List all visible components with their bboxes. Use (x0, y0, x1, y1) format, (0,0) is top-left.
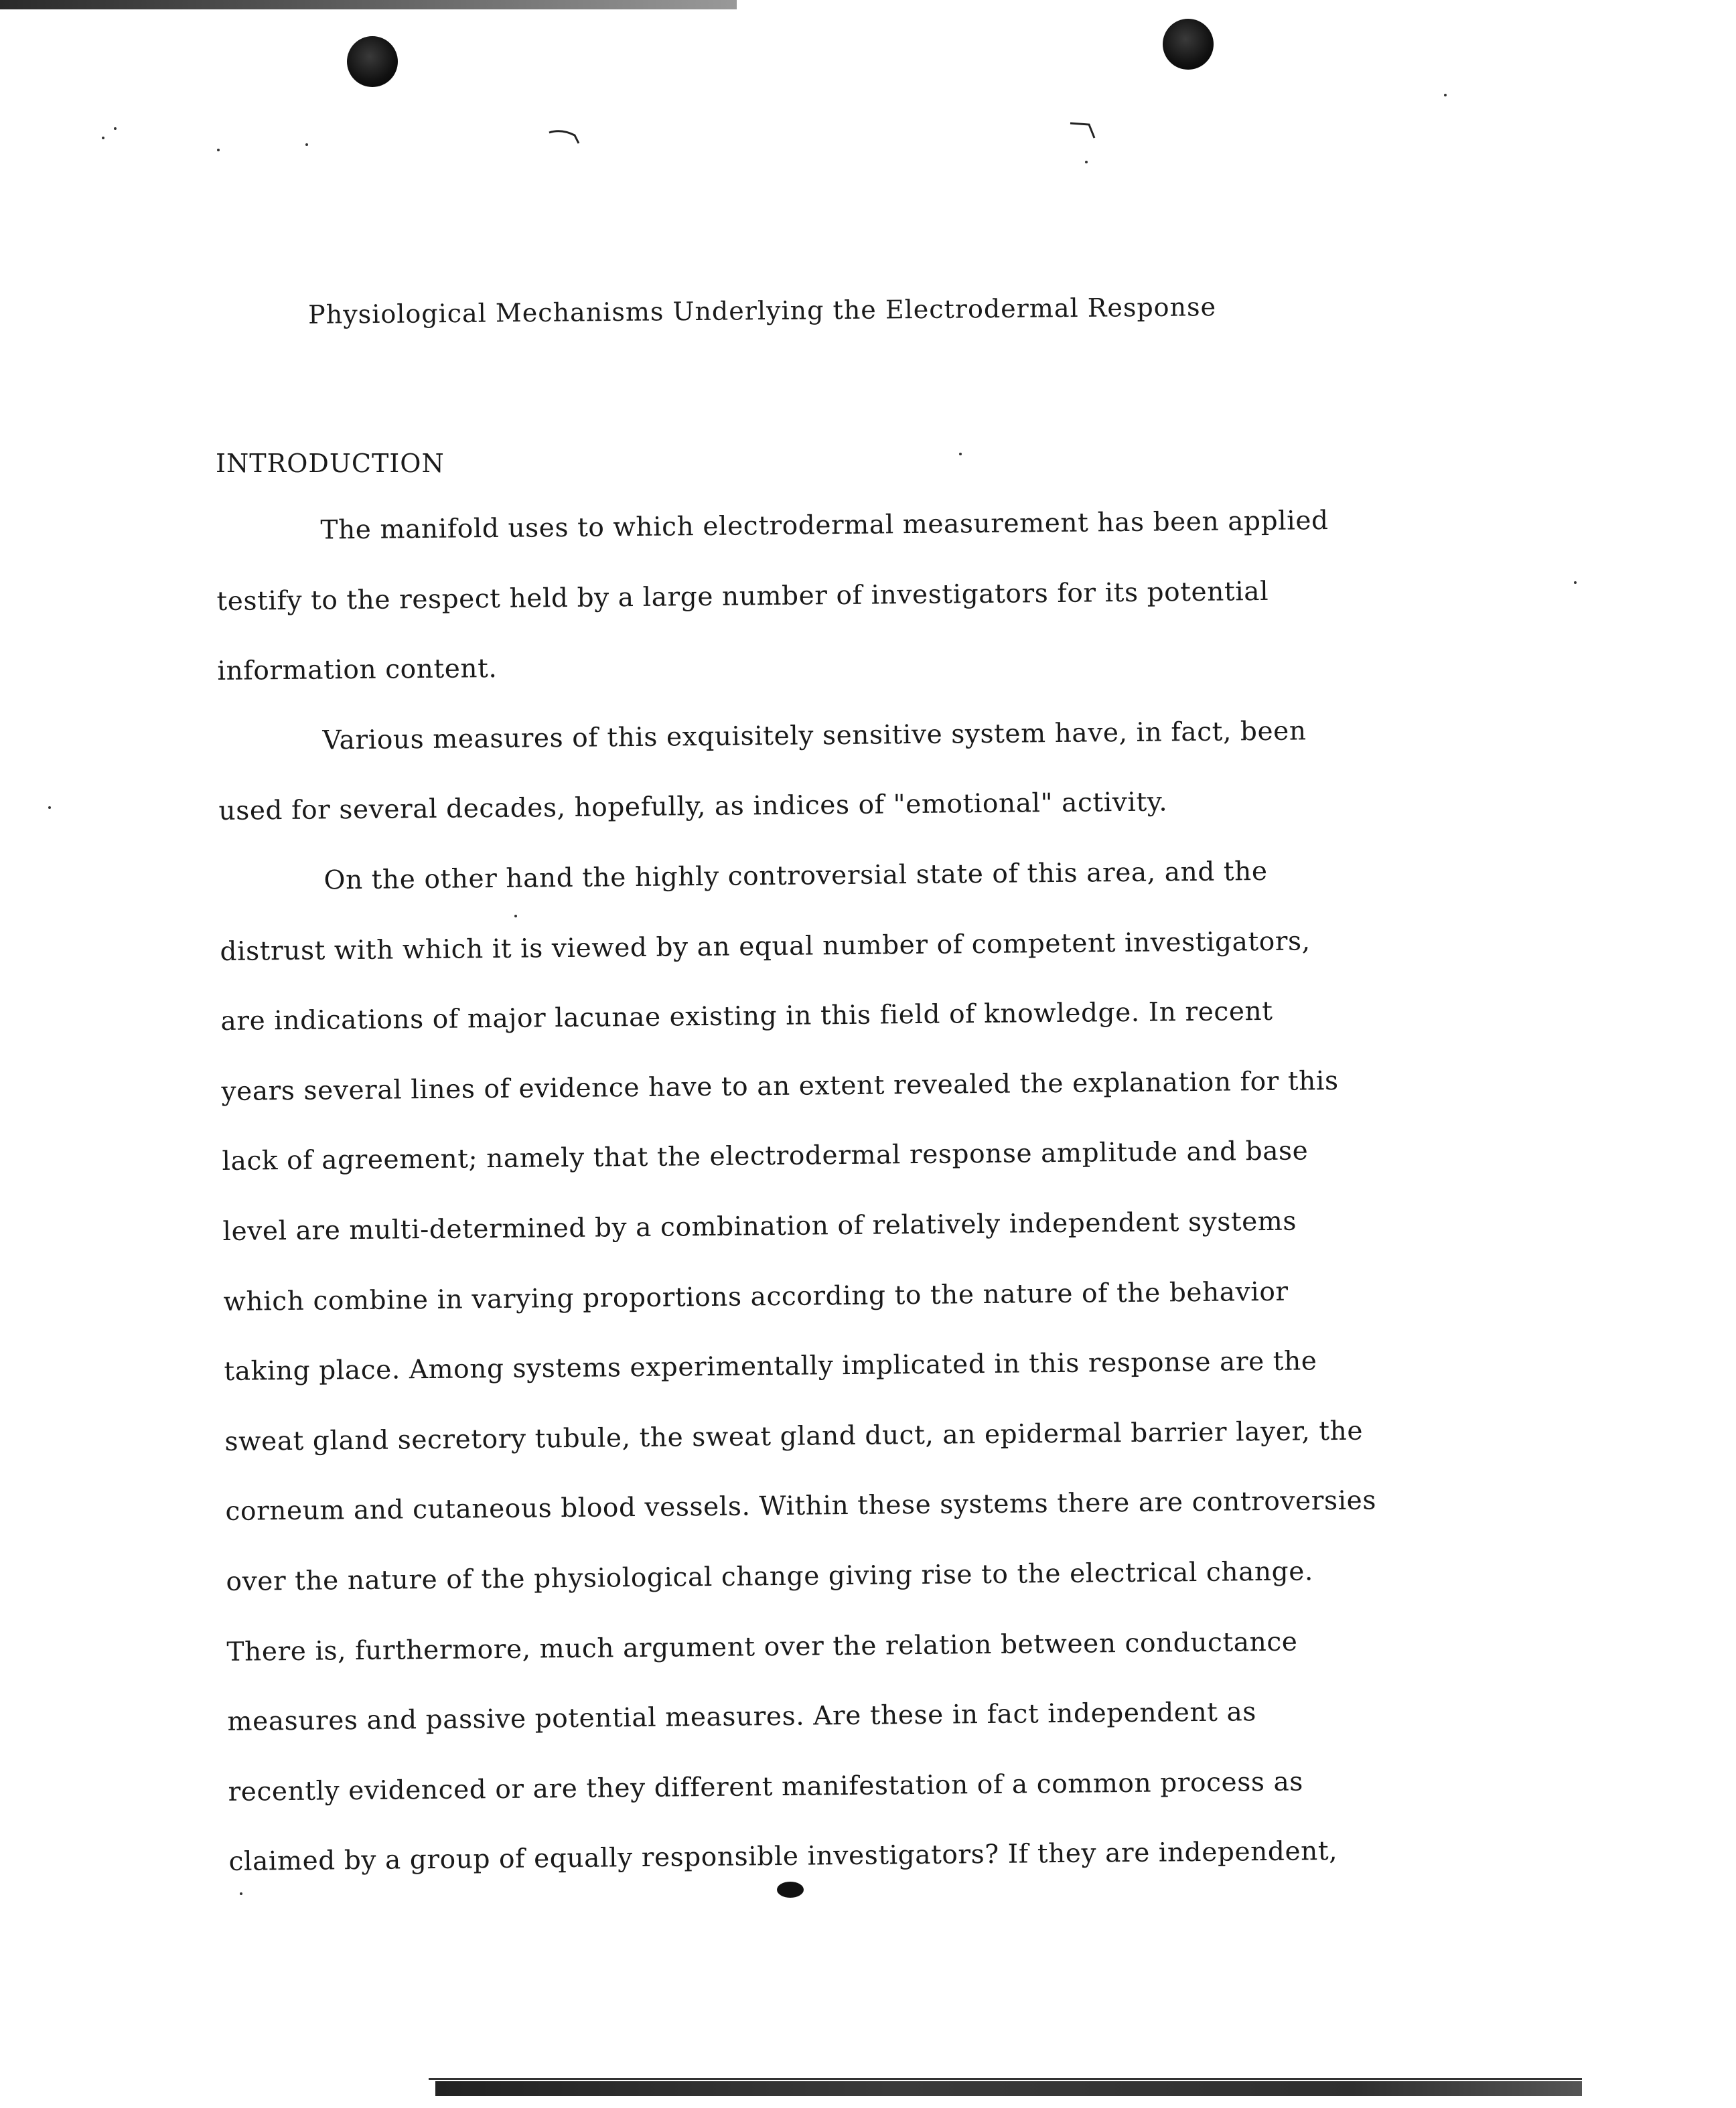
scan-speck (305, 143, 308, 146)
corner-mark-right (1069, 121, 1102, 141)
text-line: years several lines of evidence have to an extent revealed the explanation for this (221, 1065, 1339, 1107)
text-line: recently evidenced or are they different manifestation of a common process as (228, 1766, 1304, 1807)
text-line: claimed by a group of equally responsible investigators? If they are independent, (228, 1836, 1338, 1878)
text-line: sweat gland secretory tubule, the sweat gland duct, an epidermal barrier layer, the (224, 1416, 1364, 1457)
scan-speck (1574, 581, 1577, 584)
text-line: distrust with which it is viewed by an equal number of competent investigators, (220, 925, 1311, 967)
scan-speck (959, 453, 962, 455)
text-line: taking place. Among systems experimentally implicated in this response are the (224, 1346, 1317, 1387)
document-title: Physiological Mechanisms Underlying the Electrodermal Response (308, 292, 1217, 329)
punch-hole-right (1163, 19, 1214, 70)
scan-speck (114, 127, 117, 130)
text-line: over the nature of the physiological change giving rise to the electrical change. (226, 1556, 1314, 1597)
scan-speck (48, 806, 51, 809)
scan-speck (102, 137, 104, 139)
punch-hole-left (347, 36, 398, 87)
text-line: On the other hand the highly controversial state of this area, and the (323, 856, 1268, 896)
body-text (216, 485, 1448, 1898)
section-heading: INTRODUCTION (216, 449, 445, 478)
text-line: Various measures of this exquisitely sensitive system have, in fact, been (322, 716, 1307, 756)
text-line: used for several decades, hopefully, as indices of "emotional" activity. (218, 787, 1168, 827)
text-line: level are multi-determined by a combination of relatively independent systems (222, 1206, 1297, 1247)
text-line: information content. (217, 654, 498, 687)
scan-edge-bottom-line (429, 2078, 1582, 2080)
scan-speck (217, 149, 220, 151)
text-line: The manifold uses to which electrodermal measurement has been applied (320, 506, 1329, 546)
text-line: testify to the respect held by a large number of investigators for its potential (216, 576, 1269, 617)
scan-speck (1444, 94, 1447, 96)
scan-speck (1085, 161, 1088, 163)
corner-mark-left (548, 127, 581, 147)
text-line: are indications of major lacunae existing in this field of knowledge. In recent (220, 996, 1273, 1037)
text-line: lack of agreement; namely that the electrodermal response amplitude and base (222, 1136, 1309, 1177)
scan-edge-bottom (435, 2081, 1582, 2096)
text-line: measures and passive potential measures. Are these in fact independent as (227, 1697, 1257, 1738)
scan-edge-top (0, 0, 737, 9)
text-line: which combine in varying proportions according to the nature of the behavior (223, 1276, 1289, 1317)
text-line: There is, furthermore, much argument over the relation between conductance (226, 1627, 1298, 1667)
text-line: corneum and cutaneous blood vessels. Within these systems there are controversies (225, 1485, 1377, 1527)
